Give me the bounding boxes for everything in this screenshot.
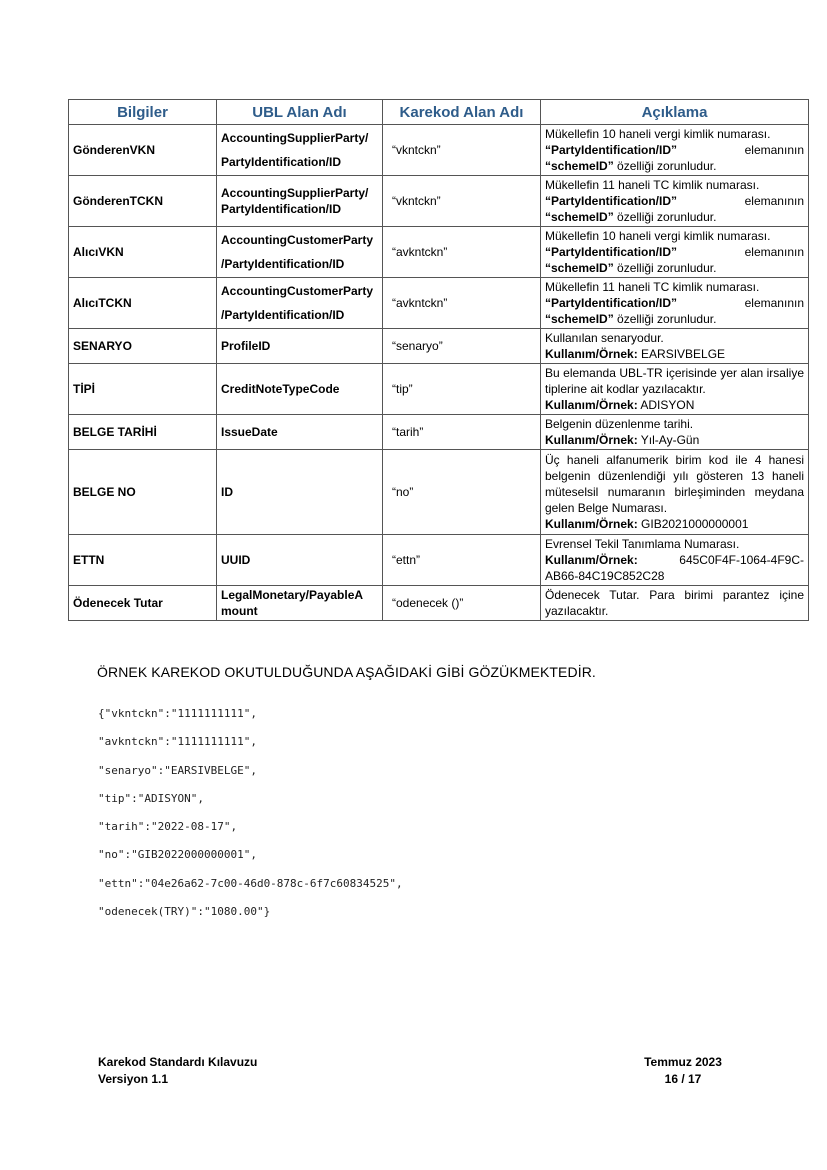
ubl-line: PartyIdentification/ID xyxy=(221,155,342,169)
footer-right xyxy=(636,1054,730,1088)
cell-qr: “avkntckn” xyxy=(383,227,541,278)
desc-line: Mükellefin 10 haneli vergi kimlik numarası. xyxy=(545,229,771,243)
cell-info: GönderenVKN xyxy=(69,125,217,176)
cell-qr: “senaryo” xyxy=(383,329,541,364)
table-row xyxy=(69,125,809,176)
cell-desc: Ödenecek Tutar. Para birimi parantez içine yazılacaktır. xyxy=(541,586,809,621)
desc-line: “PartyIdentification/ID” elemanının xyxy=(545,143,804,157)
cell-qr: “odenecek ()” xyxy=(383,586,541,621)
ubl-line: /PartyIdentification/ID xyxy=(221,257,345,271)
desc-line: “PartyIdentification/ID” elemanının xyxy=(545,245,804,259)
header-bilgiler: Bilgiler xyxy=(69,100,217,125)
cell-info: Ödenecek Tutar xyxy=(69,586,217,621)
desc-line: Mükellefin 11 haneli TC kimlik numarası. xyxy=(545,280,760,294)
cell-desc xyxy=(541,535,809,586)
sample-code-block xyxy=(98,706,403,932)
cell-info: AlıcıVKN xyxy=(69,227,217,278)
desc-line: Mükellefin 10 haneli vergi kimlik numarası. xyxy=(545,127,771,141)
header-ubl: UBL Alan Adı xyxy=(217,100,383,125)
header-aciklama: Açıklama xyxy=(541,100,809,125)
footer-date: Temmuz 2023 xyxy=(644,1055,722,1069)
qr-field-table xyxy=(68,99,809,621)
cell-qr: “tarih” xyxy=(383,415,541,450)
cell-ubl xyxy=(217,278,383,329)
cell-info: BELGE NO xyxy=(69,450,217,535)
desc-line: Kullanım/Örnek: ADISYON xyxy=(545,398,695,412)
cell-desc xyxy=(541,450,809,535)
cell-desc xyxy=(541,176,809,227)
desc-line: “schemeID” özelliği zorunludur. xyxy=(545,312,717,326)
cell-info: SENARYO xyxy=(69,329,217,364)
header-karekod: Karekod Alan Adı xyxy=(383,100,541,125)
cell-qr: “ettn” xyxy=(383,535,541,586)
cell-ubl xyxy=(217,176,383,227)
desc-line: Mükellefin 11 haneli TC kimlik numarası. xyxy=(545,178,760,192)
footer-page-number: 16 / 17 xyxy=(664,1072,702,1086)
desc-line: “PartyIdentification/ID” elemanının xyxy=(545,296,804,310)
cell-info: ETTN xyxy=(69,535,217,586)
desc-line: Belgenin düzenlenme tarihi. xyxy=(545,417,694,431)
cell-info: GönderenTCKN xyxy=(69,176,217,227)
table-row xyxy=(69,415,809,450)
code-line: "ettn":"04e26a62-7c00-46d0-878c-6f7c60834525", xyxy=(98,876,403,890)
cell-ubl xyxy=(217,227,383,278)
cell-qr: “tip” xyxy=(383,364,541,415)
cell-qr: “no” xyxy=(383,450,541,535)
desc-line: Evrensel Tekil Tanımlama Numarası. xyxy=(545,537,740,551)
cell-desc xyxy=(541,278,809,329)
cell-desc xyxy=(541,364,809,415)
footer-title: Karekod Standardı Kılavuzu xyxy=(98,1055,258,1069)
table-row xyxy=(69,176,809,227)
table-header-row xyxy=(69,100,809,125)
code-line: "avkntckn":"1111111111", xyxy=(98,735,257,749)
code-line: "tip":"ADISYON", xyxy=(98,791,204,805)
cell-qr: “avkntckn” xyxy=(383,278,541,329)
desc-line: Kullanım/Örnek: Yıl-Ay-Gün xyxy=(545,433,700,447)
table-row xyxy=(69,227,809,278)
desc-line: Kullanılan senaryodur. xyxy=(545,331,664,345)
desc-line: Üç haneli alfanumerik birim kod ile 4 hanesi belgenin düzenlendiği yılı gösteren 13 haneli müteselsil numaranın birleşiminden meydana gelen Belge Numarası. xyxy=(545,453,804,515)
desc-line: “schemeID” özelliği zorunludur. xyxy=(545,159,717,173)
cell-desc xyxy=(541,415,809,450)
code-line: "odenecek(TRY)":"1080.00"} xyxy=(98,905,271,919)
desc-line: Kullanım/Örnek: 645C0F4F-1064-4F9C- xyxy=(545,553,804,567)
cell-ubl: UUID xyxy=(217,535,383,586)
cell-info: AlıcıTCKN xyxy=(69,278,217,329)
ubl-line: AccountingSupplierParty/ xyxy=(221,131,369,145)
code-line: "senaryo":"EARSIVBELGE", xyxy=(98,763,257,777)
desc-line: Kullanım/Örnek: GIB2021000000001 xyxy=(545,517,749,531)
cell-ubl xyxy=(217,586,383,621)
ubl-line: AccountingSupplierParty/ xyxy=(221,186,369,200)
ubl-line: AccountingCustomerParty xyxy=(221,233,374,247)
code-line: {"vkntckn":"1111111111", xyxy=(98,707,257,720)
cell-ubl xyxy=(217,125,383,176)
cell-desc xyxy=(541,227,809,278)
footer-left xyxy=(98,1054,257,1088)
ubl-line: PartyIdentification/ID xyxy=(221,202,342,216)
desc-line: Kullanım/Örnek: EARSIVBELGE xyxy=(545,347,726,361)
table-row xyxy=(69,535,809,586)
table-row xyxy=(69,450,809,535)
table-row xyxy=(69,329,809,364)
ubl-line: mount xyxy=(221,604,258,618)
sample-heading: ÖRNEK KAREKOD OKUTULDUĞUNDA AŞAĞIDAKİ GİBİ GÖZÜKMEKTEDİR. xyxy=(97,664,596,680)
desc-line: “PartyIdentification/ID” elemanının xyxy=(545,194,804,208)
cell-desc xyxy=(541,125,809,176)
cell-ubl: ID xyxy=(217,450,383,535)
cell-qr: “vkntckn” xyxy=(383,125,541,176)
ubl-line: LegalMonetary/PayableA xyxy=(221,588,364,602)
cell-desc xyxy=(541,329,809,364)
cell-info: BELGE TARİHİ xyxy=(69,415,217,450)
code-line: "tarih":"2022-08-17", xyxy=(98,820,238,834)
table-row xyxy=(69,278,809,329)
desc-line: AB66-84C19C852C28 xyxy=(545,569,665,583)
table-row xyxy=(69,364,809,415)
cell-ubl: CreditNoteTypeCode xyxy=(217,364,383,415)
footer-version: Versiyon 1.1 xyxy=(98,1072,169,1086)
code-line: "no":"GIB2022000000001", xyxy=(98,848,257,862)
cell-info: TİPİ xyxy=(69,364,217,415)
desc-line: “schemeID” özelliği zorunludur. xyxy=(545,261,717,275)
desc-line: Bu elemanda UBL-TR içerisinde yer alan irsaliye tiplerine ait kodlar yazılacaktır. xyxy=(545,366,804,396)
ubl-line: /PartyIdentification/ID xyxy=(221,308,345,322)
ubl-line: AccountingCustomerParty xyxy=(221,284,374,298)
cell-qr: “vkntckn” xyxy=(383,176,541,227)
table-row xyxy=(69,586,809,621)
desc-line: “schemeID” özelliği zorunludur. xyxy=(545,210,717,224)
cell-ubl: IssueDate xyxy=(217,415,383,450)
cell-ubl: ProfileID xyxy=(217,329,383,364)
